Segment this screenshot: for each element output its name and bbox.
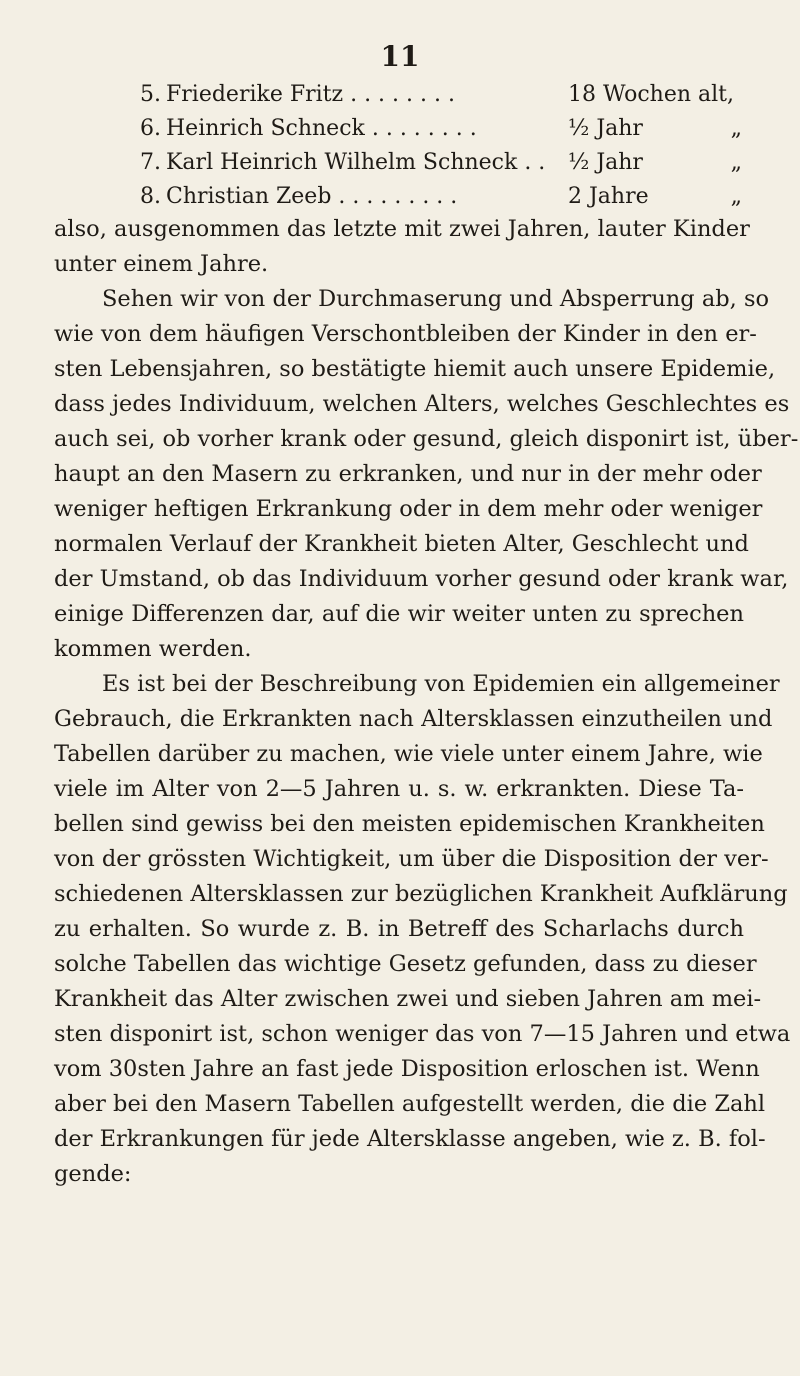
text-line: Sehen wir von der Durchmaserung und Absperrung ab, so <box>102 286 770 312</box>
paragraph-1 <box>54 212 750 282</box>
text-line: Krankheit das Alter zwischen zwei und sieben Jahren am mei- <box>54 986 762 1012</box>
entry-ditto: „ <box>730 184 742 209</box>
text-line: schiedenen Altersklassen zur bezüglichen Krankheit Aufklärung <box>54 881 788 907</box>
text-line: von der grössten Wichtigkeit, um über die Disposition der ver- <box>54 846 769 872</box>
text-line: auch sei, ob vorher krank oder gesund, gleich disponirt ist, über- <box>54 426 799 452</box>
text-line: unter einem Jahre. <box>54 251 269 277</box>
entry-number: 7. <box>140 150 161 175</box>
text-line: einige Differenzen dar, auf die wir weiter unten zu sprechen <box>54 601 744 627</box>
entry-age: ½ Jahr <box>568 116 643 141</box>
entry-number: 8. <box>140 184 161 209</box>
entry-name: Karl Heinrich Wilhelm Schneck . . <box>166 150 546 175</box>
paragraph-3 <box>54 667 791 1192</box>
text-line: normalen Verlauf der Krankheit bieten Alter, Geschlecht und <box>54 531 749 557</box>
text-line: dass jedes Individuum, welchen Alters, welches Geschlechtes es <box>54 391 790 417</box>
body-text <box>54 212 799 1192</box>
text-line: Gebrauch, die Erkrankten nach Altersklassen einzutheilen und <box>54 706 773 732</box>
entry-age: 2 Jahre <box>568 184 649 209</box>
entry-name: Christian Zeeb . . . . . . . . . <box>166 184 458 209</box>
entry-number: 5. <box>140 82 161 107</box>
text-line: bellen sind gewiss bei den meisten epidemischen Krankheiten <box>54 811 765 837</box>
paragraph-2 <box>54 282 799 667</box>
entry-number: 6. <box>140 116 161 141</box>
entry-ditto: „ <box>730 150 742 175</box>
text-line: aber bei den Masern Tabellen aufgestellt werden, die die Zahl <box>54 1091 766 1117</box>
text-line: gende: <box>54 1161 132 1187</box>
patient-list <box>140 82 742 218</box>
text-line: zu erhalten. So wurde z. B. in Betreff des Scharlachs durch <box>54 916 744 942</box>
text-line: solche Tabellen das wichtige Gesetz gefunden, dass zu dieser <box>54 951 757 977</box>
text-line: sten Lebensjahren, so bestätigte hiemit auch unsere Epidemie, <box>54 356 776 382</box>
text-line: der Umstand, ob das Individuum vorher gesund oder krank war, <box>54 566 789 592</box>
list-item <box>140 116 742 150</box>
text-line: haupt an den Masern zu erkranken, und nur in der mehr oder <box>54 461 762 487</box>
text-line: der Erkrankungen für jede Altersklasse angeben, wie z. B. fol- <box>54 1126 766 1152</box>
text-line: Tabellen darüber zu machen, wie viele unter einem Jahre, wie <box>54 741 763 767</box>
entry-ditto: „ <box>730 116 742 141</box>
entry-name: Friederike Fritz . . . . . . . . <box>166 82 455 107</box>
list-item <box>140 82 742 116</box>
text-line: Es ist bei der Beschreibung von Epidemien ein allgemeiner <box>102 671 780 697</box>
list-item <box>140 150 742 184</box>
entry-age: 18 Wochen alt, <box>568 82 735 107</box>
text-line: also, ausgenommen das letzte mit zwei Jahren, lauter Kinder <box>54 216 750 242</box>
entry-name: Heinrich Schneck . . . . . . . . <box>166 116 477 141</box>
text-line: wie von dem häufigen Verschontbleiben der Kinder in den er- <box>54 321 757 347</box>
text-line: kommen werden. <box>54 636 252 662</box>
entry-age: ½ Jahr <box>568 150 643 175</box>
page-number: 11 <box>380 40 420 73</box>
text-line: viele im Alter von 2—5 Jahren u. s. w. erkrankten. Diese Ta- <box>54 776 744 802</box>
text-line: weniger heftigen Erkrankung oder in dem mehr oder weniger <box>54 496 763 522</box>
text-line: vom 30sten Jahre an fast jede Disposition erloschen ist. Wenn <box>54 1056 760 1082</box>
text-line: sten disponirt ist, schon weniger das von 7—15 Jahren und etwa <box>54 1021 791 1047</box>
